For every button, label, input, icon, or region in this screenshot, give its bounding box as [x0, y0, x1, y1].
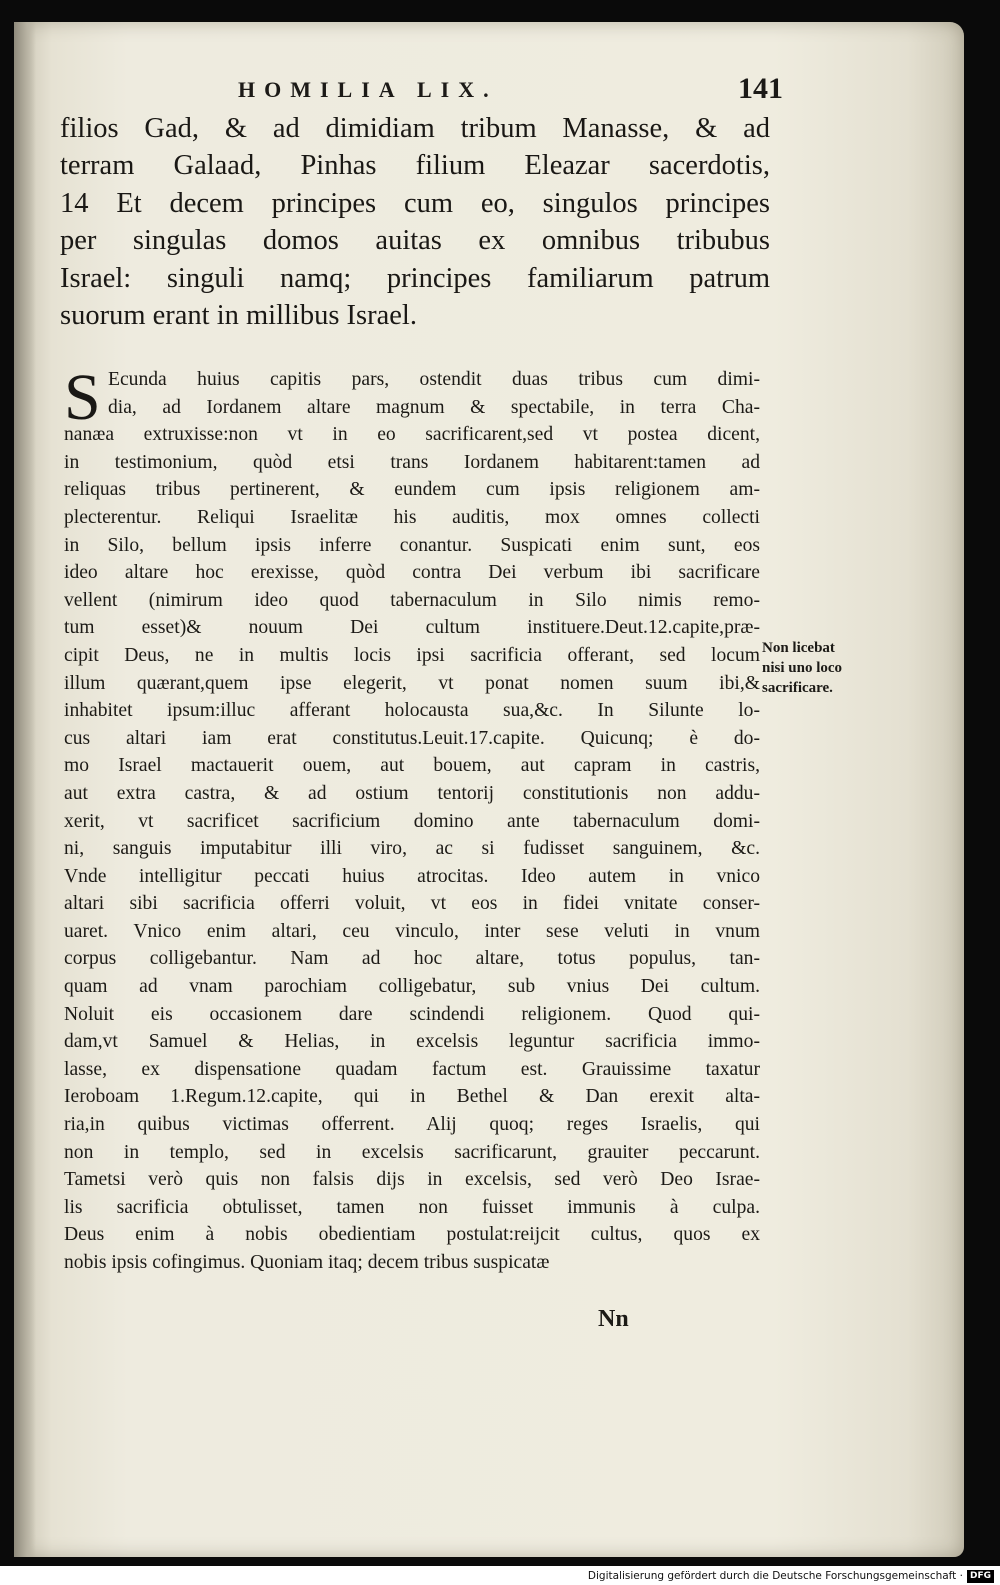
footer-credit: Digitalisierung gefördert durch die Deutsche Forschungsgemeinschaft · — [587, 1570, 963, 1582]
body-line: cipit Deus, ne in multis locis ipsi sacrificia offerant, sed locum — [64, 644, 760, 666]
body-line: xerit, vt sacrificet sacrificium domino ante tabernaculum domi- — [64, 810, 760, 832]
dfg-logo: DFG — [967, 1570, 994, 1583]
body-line: quam ad vnam parochiam colligebatur, sub vnius Dei cultum. — [64, 976, 760, 998]
running-head: HOMILIA LIX. — [238, 77, 498, 102]
marginal-note — [762, 638, 882, 698]
body-line: ni, sanguis imputabitur illi viro, ac si fudisset sanguinem, &c. — [64, 838, 760, 860]
marginal-note-line: Non licebat — [762, 640, 835, 656]
body-line: lasse, ex dispensatione quadam factum est. Grauissime taxatur — [64, 1058, 760, 1080]
body-line: nobis ipsis cofingimus. Quoniam itaq; decem tribus suspicatæ — [64, 1252, 550, 1273]
body-line: altari sibi sacrificia offerri voluit, vt eos in fidei vnitate conser- — [64, 893, 760, 915]
body-line: Noluit eis occasionem dare scindendi religionem. Quod qui- — [64, 1003, 760, 1025]
body-line: vellent (nimirum ideo quod tabernaculum in Silo nimis remo- — [64, 589, 760, 611]
body-line: tum esset)& nouum Dei cultum instituere.Deut.12.capite,præ- — [64, 617, 760, 639]
page-gutter — [14, 22, 36, 1557]
body-line: illum quærant,quem ipse elegerit, vt ponat nomen suum ibi,& — [64, 672, 760, 694]
body-line: dia, ad Iordanem altare magnum & spectabile, in terra Cha- — [108, 396, 760, 418]
verse-line: terram Galaad, Pinhas filium Eleazar sacerdotis, — [60, 150, 770, 182]
body-line: lis sacrificia obtulisset, tamen non fuisset immunis à culpa. — [64, 1196, 760, 1218]
body-line: inhabitet ipsum:illuc afferant holocausta sua,&c. In Silunte lo- — [64, 700, 760, 722]
body-line: reliquas tribus pertinerent, & eundem cum ipsis religionem am- — [64, 479, 760, 501]
body-line: cus altari iam erat constitutus.Leuit.17.capite. Quicunq; è do- — [64, 727, 760, 749]
verse-line: filios Gad, & ad dimidiam tribum Manasse, & ad — [60, 113, 770, 144]
body-line: dam,vt Samuel & Helias, in excelsis leguntur sacrificia immo- — [64, 1031, 760, 1053]
verse-line: 14 Et decem principes cum eo, singulos principes — [60, 187, 770, 219]
body-line: Tametsi verò quis non falsis dijs in excelsis, sed verò Deo Israe- — [64, 1169, 760, 1191]
digitization-footer — [588, 1568, 994, 1584]
body-line: in testimonium, quòd etsi trans Iordanem habitarent:tamen ad — [64, 451, 760, 473]
body-line: non in templo, sed in excelsis sacrificarunt, grauiter peccarunt. — [64, 1141, 760, 1163]
body-line: aut extra castra, & ad ostium tentorij constitutionis non addu- — [64, 782, 760, 804]
verse-line: per singulas domos auitas ex omnibus tribubus — [60, 225, 770, 257]
catchword: Nn — [598, 1306, 629, 1332]
body-line: uaret. Vnico enim altari, ceu vinculo, inter sese veluti in vnum — [64, 920, 760, 942]
verse-line: suorum erant in millibus Israel. — [60, 299, 417, 331]
body-line: nanæa extruxisse:non vt in eo sacrificarent,sed vt postea dicent, — [64, 424, 760, 446]
body-line: Vnde intelligitur peccati huius atrocitas. Ideo autem in vnico — [64, 865, 760, 887]
body-line: plecterentur. Reliqui Israelitæ his auditis, mox omnes collecti — [64, 506, 760, 528]
body-line: ideo altare hoc erexisse, quòd contra Dei verbum ibi sacrificare — [64, 562, 760, 584]
scripture-verse-block — [60, 110, 770, 334]
body-line: Ieroboam 1.Regum.12.capite, qui in Bethel & Dan erexit alta- — [64, 1086, 760, 1108]
page-number: 141 — [738, 72, 783, 105]
body-line: in Silo, bellum ipsis inferre conantur. Suspicati enim sunt, eos — [64, 534, 760, 556]
marginal-note-line: nisi uno loco — [762, 660, 843, 676]
drop-cap: S — [64, 361, 101, 434]
body-line: Deus enim à nobis obedientiam postulat:reijcit cultus, quos ex — [64, 1224, 760, 1246]
verse-line: Israel: singuli namq; principes familiarum patrum — [60, 262, 770, 294]
body-line: Ecunda huius capitis pars, ostendit duas tribus cum dimi- — [108, 369, 760, 390]
commentary-body — [64, 361, 760, 1277]
marginal-note-line: sacrificare. — [762, 680, 833, 696]
body-line: corpus colligebantur. Nam ad hoc altare, totus populus, tan- — [64, 948, 760, 970]
body-line: ria,in quibus victimas offerrent. Alij quoq; reges Israelis, qui — [64, 1114, 760, 1136]
body-line: mo Israel mactauerit ouem, aut bouem, aut capram in castris, — [64, 755, 760, 777]
